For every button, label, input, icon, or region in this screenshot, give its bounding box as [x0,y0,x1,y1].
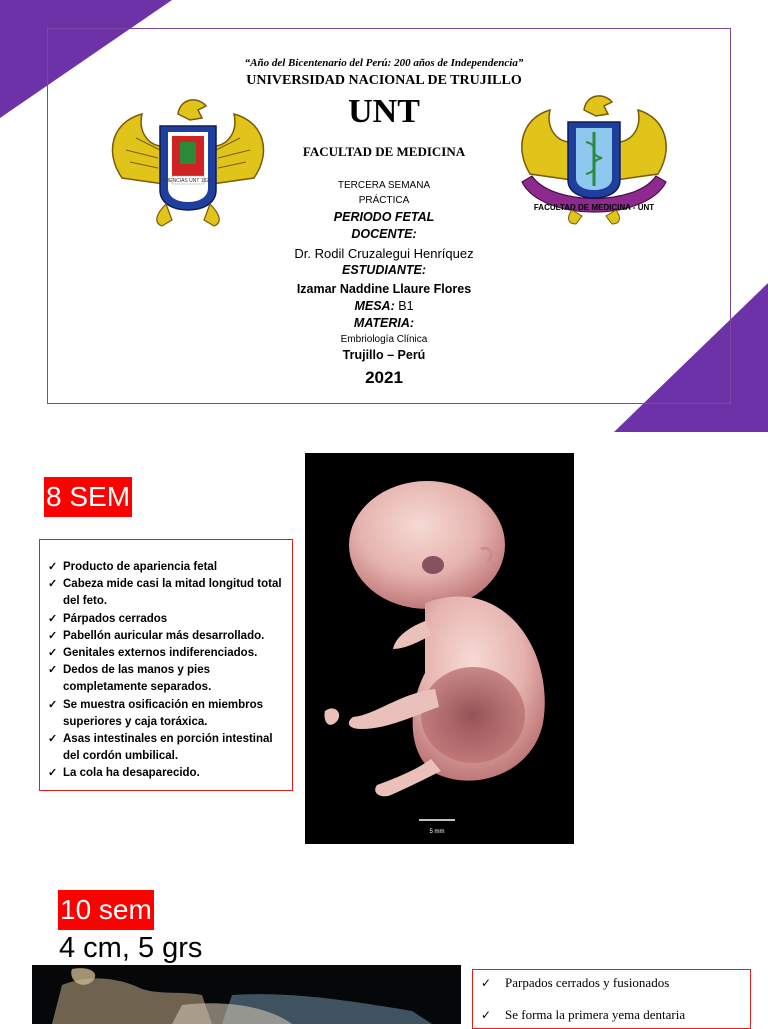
fetus-10-weeks-illustration [32,965,461,1024]
week8-item [48,645,286,662]
check-icon: ✓ [48,629,58,642]
right-logo-text: FACULTAD DE MEDICINA - UNT [533,203,655,212]
fetus-10-weeks-photo [32,965,461,1024]
student-name: Izamar Naddine Llaure Flores [296,282,472,296]
week10-item [481,975,746,991]
university-acronym: UNT [348,93,420,130]
subject-label: MATERIA: [353,316,415,330]
week10-item [481,1007,746,1023]
week8-item [48,731,286,765]
week8-item-text: Pabellón auricular más desarrollado. [63,629,265,642]
left-logo-text: CIENCIAS UNT 1824 [164,178,212,184]
student-label: ESTUDIANTE: [341,263,427,277]
week8-item-text: La cola ha desaparecido. [63,767,200,780]
fetus-8-weeks-illustration [305,453,574,844]
week8-item-text: Cabeza mide casi la mitad longitud total del feto. [63,578,282,608]
week8-item-text: Se muestra osificación en miembros superiores y caja toráxica. [63,698,264,728]
week8-item-text: Genitales externos indiferenciados. [63,647,258,660]
week8-item-text: Producto de apariencia fetal [63,561,218,573]
check-icon: ✓ [48,578,58,591]
week8-item [48,611,286,628]
week8-item-text: Dedos de las manos y pies completamente separados. [63,664,212,694]
week8-item [48,765,286,782]
check-icon: ✓ [48,561,58,573]
table-value: B1 [398,299,414,313]
fetus-8-weeks-photo [305,453,574,844]
check-icon: ✓ [481,1008,492,1022]
week10-item-text: Parpados cerrados y fusionados [505,975,670,990]
university-name: UNIVERSIDAD NACIONAL DE TRUJILLO [246,73,522,88]
week10-item-text: Se forma la primera yema dentaria [505,1007,686,1022]
check-icon: ✓ [48,647,58,660]
week8-item [48,697,286,731]
table-label: MESA: [354,299,395,313]
week8-item [48,559,286,576]
practice-title: PRÁCTICA [358,195,410,206]
week10-features-box [472,969,751,1029]
week8-item [48,576,286,610]
week10-features-list [481,975,746,1023]
check-icon: ✓ [48,612,58,625]
scale-label: 5 mm [429,829,445,835]
week10-size: 4 cm, 5 grs [59,932,203,964]
week8-item [48,662,286,696]
university-logo [102,92,274,234]
subject-name: Embriología Clínica [340,334,428,345]
motto: “Año del Bicentenario del Perú: 200 años de Independencia” [244,57,524,69]
faculty-logo [512,90,676,228]
teacher-name: Dr. Rodil Cruzalegui Henríquez [294,246,474,261]
place: Trujillo – Perú [342,348,426,362]
week8-item [48,628,286,645]
check-icon: ✓ [48,733,58,746]
week8-item-text: Asas intestinales en porción intestinal del cordón umbilical. [63,733,273,763]
week8-item-text: Párpados cerrados [63,612,168,625]
week10-label: 10 sem [58,890,154,930]
week8-label: 8 SEM [44,477,132,517]
topic-title: PERIODO FETAL [333,210,435,224]
week8-features-list [48,559,286,783]
week8-features-box [39,539,293,791]
week-title: TERCERA SEMANA [337,180,431,191]
check-icon: ✓ [481,976,492,990]
year: 2021 [365,368,403,387]
faculty-name: FACULTAD DE MEDICINA [302,144,466,159]
table-line [0,299,768,313]
check-icon: ✓ [48,698,58,711]
check-icon: ✓ [48,664,58,677]
check-icon: ✓ [48,767,58,780]
teacher-label: DOCENTE: [351,227,417,241]
